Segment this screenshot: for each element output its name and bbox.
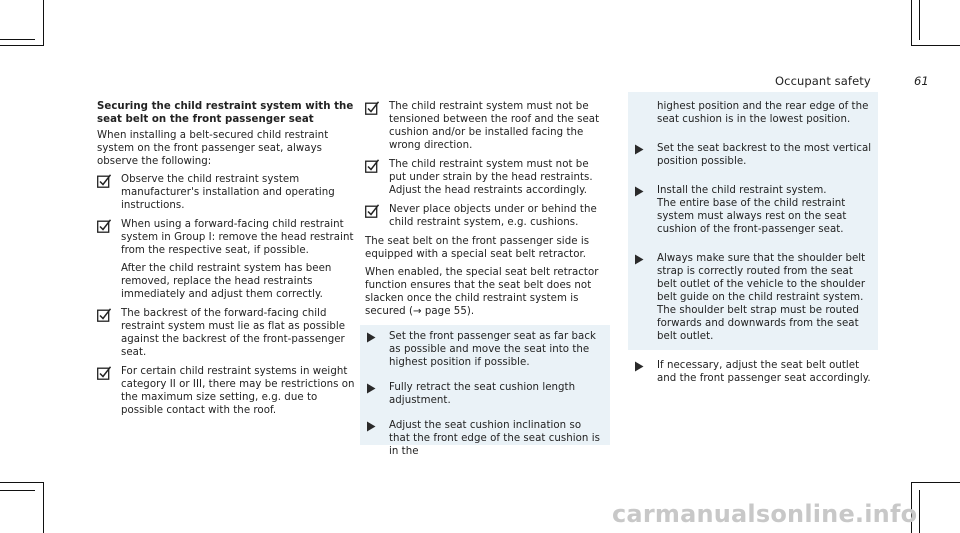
- step-continuation: [633, 100, 873, 126]
- crop-mark: [0, 482, 44, 483]
- checklist-text: Observe the child restraint system manufacturer's installation and operating instructions.: [121, 174, 335, 211]
- step-text: Fully retract the seat cushion length adjustment.: [389, 382, 576, 406]
- checkbox-icon: [365, 101, 379, 115]
- checklist-text: For certain child restraint systems in weight category II or III, there may be restrictions on the maximum size setting, e.g. due to possible contact with the roof.: [121, 366, 355, 416]
- checklist-item: [365, 203, 605, 229]
- checkbox-icon: [97, 366, 111, 380]
- crop-mark: [0, 490, 35, 491]
- step-item: [633, 252, 873, 343]
- crop-mark: [43, 482, 44, 533]
- checklist-note: After the child restraint system has been removed, replace the head restraints immediately and adjust them correctly.: [121, 263, 332, 300]
- checkbox-icon: [97, 219, 111, 233]
- section-title: Occupant safety: [775, 74, 871, 88]
- checklist-item: [97, 173, 355, 212]
- step-text: Always make sure that the shoulder belt strap is correctly routed from the seat belt outlet of the vehicle to the shoulder belt guide on the child restraint system.: [657, 253, 866, 303]
- step-item: [633, 184, 873, 236]
- checklist-item: [97, 307, 355, 359]
- checklist-item: [97, 365, 355, 417]
- step-item: [633, 142, 873, 168]
- crop-mark: [911, 0, 912, 46]
- step-item: [633, 359, 873, 385]
- crop-mark: [911, 482, 960, 483]
- checklist-text: The backrest of the forward-facing child restraint system must lie as flat as possible against the backrest of the front-passenger seat.: [121, 308, 346, 358]
- step-item: [365, 419, 605, 458]
- step-note: The shoulder belt strap must be routed forwards and downwards from the seat belt outlet.: [657, 305, 860, 342]
- step-item: [365, 330, 605, 369]
- step-item: [365, 381, 605, 407]
- crop-mark: [43, 0, 44, 46]
- checklist-item: [97, 218, 355, 301]
- watermark: carmanualsonline.info: [612, 500, 918, 528]
- crop-mark: [0, 39, 35, 40]
- step-text: Adjust the seat cushion inclination so that the front edge of the seat cushion is in the: [389, 420, 600, 457]
- step-text: Set the seat backrest to the most vertical position possible.: [657, 143, 872, 167]
- crop-mark: [0, 45, 44, 46]
- column-1: [97, 100, 355, 423]
- step-arrow-icon: [634, 361, 644, 372]
- crop-mark: [919, 0, 920, 40]
- checklist-text: Never place objects under or behind the child restraint system, e.g. cushions.: [389, 204, 597, 228]
- checklist-text: When using a forward-facing child restraint system in Group I: remove the head restraint from the respective seat, if possible.: [121, 219, 354, 256]
- checkbox-icon: [365, 159, 379, 173]
- page-number: 61: [914, 74, 929, 88]
- checkbox-icon: [97, 308, 111, 322]
- step-arrow-icon: [634, 186, 644, 197]
- step-text: If necessary, adjust the seat belt outlet and the front passenger seat accordingly.: [657, 360, 871, 384]
- checklist-item: [365, 158, 605, 197]
- body-text: The seat belt on the front passenger side is equipped with a special seat belt retractor.: [365, 236, 590, 260]
- step-text: Set the front passenger seat as far back as possible and move the seat into the highest position if possible.: [389, 331, 596, 368]
- crop-mark: [919, 490, 920, 533]
- intro-text: When installing a belt-secured child restraint system on the front passenger seat, always observe the following:: [97, 130, 329, 167]
- checklist-text: The child restraint system must not be tensioned between the roof and the seat cushion and/or be installed facing the wrong direction.: [389, 101, 600, 151]
- crop-mark: [911, 45, 960, 46]
- checklist-item: [365, 100, 605, 152]
- checkbox-icon: [97, 174, 111, 188]
- column-3: [633, 100, 873, 397]
- step-arrow-icon: [634, 144, 644, 155]
- step-arrow-icon: [366, 332, 376, 343]
- checkbox-icon: [365, 204, 379, 218]
- column-2: [365, 100, 605, 470]
- step-text: highest position and the rear edge of the seat cushion is in the lowest position.: [657, 101, 869, 125]
- step-arrow-icon: [366, 421, 376, 432]
- step-text: Install the child restraint system.: [657, 185, 827, 196]
- body-text: When enabled, the special seat belt retractor function ensures that the seat belt does not slacken once the child restraint system is secured (→ page 55).: [365, 267, 599, 317]
- step-arrow-icon: [366, 383, 376, 394]
- step-arrow-icon: [634, 254, 644, 265]
- checklist-text: The child restraint system must not be put under strain by the head restraints. Adjust the head restraints accordingly.: [389, 159, 593, 196]
- section-heading: Securing the child restraint system with the seat belt on the front passenger seat: [97, 101, 354, 125]
- step-note: The entire base of the child restraint system must always rest on the seat cushion of the front-passenger seat.: [657, 198, 847, 235]
